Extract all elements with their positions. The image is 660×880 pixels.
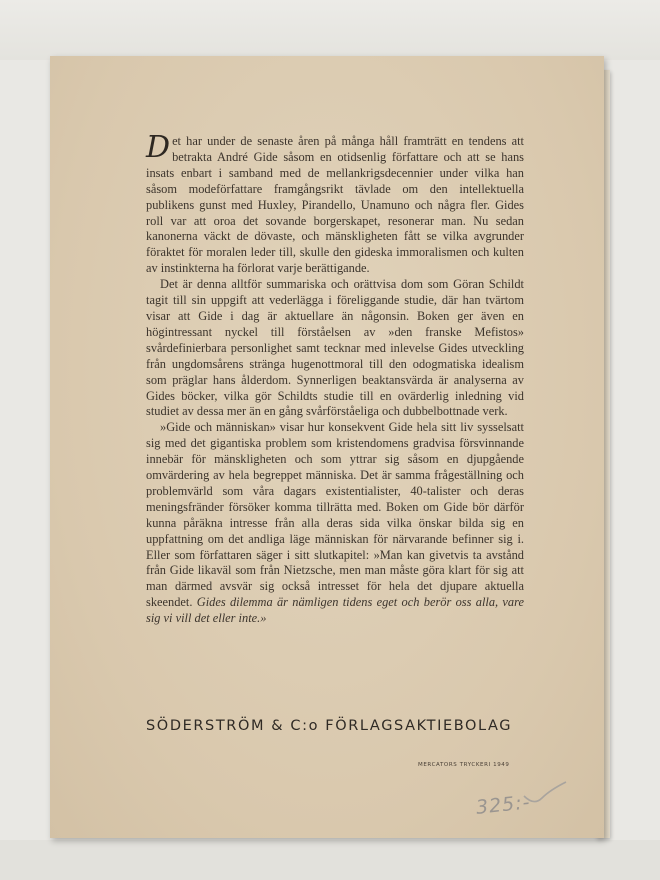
blurb-paragraph-3 — [146, 420, 524, 627]
blurb-paragraph-1 — [146, 130, 524, 277]
publisher-name: SÖDERSTRÖM & C:o FÖRLAGSAKTIEBOLAG — [146, 718, 513, 734]
pencil-check-icon — [520, 778, 570, 808]
printer-imprint: MERCATORS TRYCKERI 1949 — [418, 762, 510, 768]
blurb-paragraph-1-rest: et har under de senaste åren på många håll framträtt en tendens att betrakta André Gide såsom en otidsenlig författare och att se hans insats enbart i samband med de mellankrigsdecennier under vilka han såsom modeförfattare framgångsrikt tävlade om den intellektuella publikens gunst med Huxley, Pirandello, Unamuno och några fler. Gides roll var att oroa det sovande borgerskapet, resonerar man. Nu sedan kanonerna väckt de dövaste, och mänskligheten fått se vilka avgrunder föraktet för moralen leder till, skulle den gideska immoralismen och kulten av instinkterna ha förlorat varje berättigande. — [146, 134, 524, 276]
background-bottom — [0, 840, 660, 880]
pencil-price-note: 325:- — [474, 791, 532, 819]
blurb-paragraph-2: Det är denna alltför summariska och orättvisa dom som Göran Schildt tagit till sin uppgift att vederlägga i föreliggande studie, där han tvärtom visar att Gide i dag är aktuellare än någonsin. Boken ger även en högintressant nyckel till förståelsen av »den franske Mefistos» svårdefinierbara personlighet samt tecknar med inlevelse Gides utveckling från ungdomsårens stränga hugenottmoral till den odogmatiska idealism som präglar hans ålderdom. Synnerligen beaktansvärda är analyserna av Gides böcker, vilka gör Schildts studie till en ovärderlig inledning vid studiet av dessa mer än en gång svårförståeliga och dubbelbottnade verk. — [146, 277, 524, 419]
background-top — [0, 0, 660, 60]
blurb-text — [146, 130, 524, 627]
blurb-paragraph-3-main: »Gide och människan» visar hur konsekvent Gide hela sitt liv sysselsatt sig med det gigantiska problem som kristendomens gradvisa försvinnande innebär för mänskligheten och som yttrar sig såsom en djupgående omvärdering av hela begreppet människa. Det är samma frågeställning och problemvärld som våra dagars existentialister, 40-talister och deras meningsfränder försöker komma tillrätta med. Boken om Gide bör därför kunna påräkna intresse från alla deras sida vilka önskar bilda sig en uppfattning om det andliga läge människan för närvarande befinner sig i. Eller som författaren säger i sitt slutkapitel: »Man kan givetvis ta avstånd från Gide likaväl som från Nietzsche, men man måste göra klart för sig att man därmed avsvär sig också intresset för hela det djupare aktuella skeendet. — [146, 420, 524, 610]
drop-cap: D — [146, 130, 171, 165]
blurb-italic-closing: Gides dilemma är nämligen tidens eget och berör oss alla, vare sig vi vill det eller inte.» — [146, 595, 524, 626]
